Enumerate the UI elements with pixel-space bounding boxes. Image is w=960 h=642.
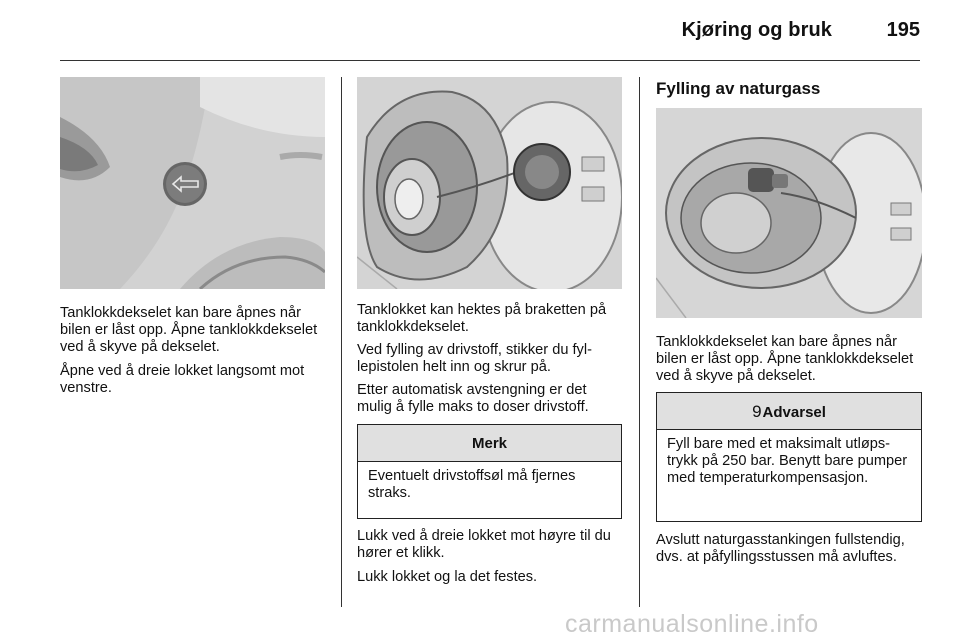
column-divider [341, 77, 342, 607]
watermark: carmanualsonline.info [565, 610, 819, 638]
fuel-flap-car-photo [60, 77, 325, 289]
warning-triangle-icon: 9 [752, 402, 762, 421]
page-number: 195 [886, 19, 920, 41]
paragraph: Lukk lokket og la det festes. [357, 569, 538, 585]
note-title: Merk [358, 425, 621, 462]
note-box [357, 424, 622, 519]
warning-header [657, 393, 921, 430]
paragraph: Lukk ved å dreie lokket mot høyre til du hører et klikk. [357, 528, 611, 561]
fuel-cap-hooked-photo [357, 77, 622, 289]
page-header [60, 0, 920, 61]
column-divider [639, 77, 640, 607]
warning-box [656, 392, 922, 522]
chapter-title: Kjøring og bruk [681, 19, 832, 41]
paragraph: Etter automatisk avstengning er det mulig å fylle maks to doser drivstoff. [357, 382, 589, 415]
section-title: Fylling av naturgass [656, 79, 821, 98]
paragraph: Ved fylling av drivstoff, stikker du fyllepistolen helt inn og skrur på. [357, 342, 592, 375]
paragraph: Åpne ved å dreie lokket langsomt mot venstre. [60, 363, 305, 396]
paragraph: Tanklokkdekselet kan bare åpnes når bilen er låst opp. Åpne tanklokkdekselet ved å skyve på dekselet. [60, 305, 318, 355]
paragraph: Tanklokket kan hektes på braketten på tanklokkdekselet. [357, 302, 607, 335]
paragraph: Tanklokkdekselet kan bare åpnes når bilen er låst opp. Åpne tanklokkdekselet ved å skyve på dekselet. [656, 334, 914, 384]
warning-body: Fyll bare med et maksimalt utløpstrykk på 250 bar. Benytt bare pumper med temperaturkompensasjon. [667, 436, 908, 486]
warning-title: Advarsel [762, 404, 826, 421]
note-body: Eventuelt drivstoffsøl må fjernes straks. [368, 468, 576, 501]
natural-gas-nozzle-photo [656, 108, 922, 318]
paragraph: Avslutt naturgasstankingen fullstendig, dvs. at påfyllingsstussen må avluftes. [656, 532, 905, 565]
